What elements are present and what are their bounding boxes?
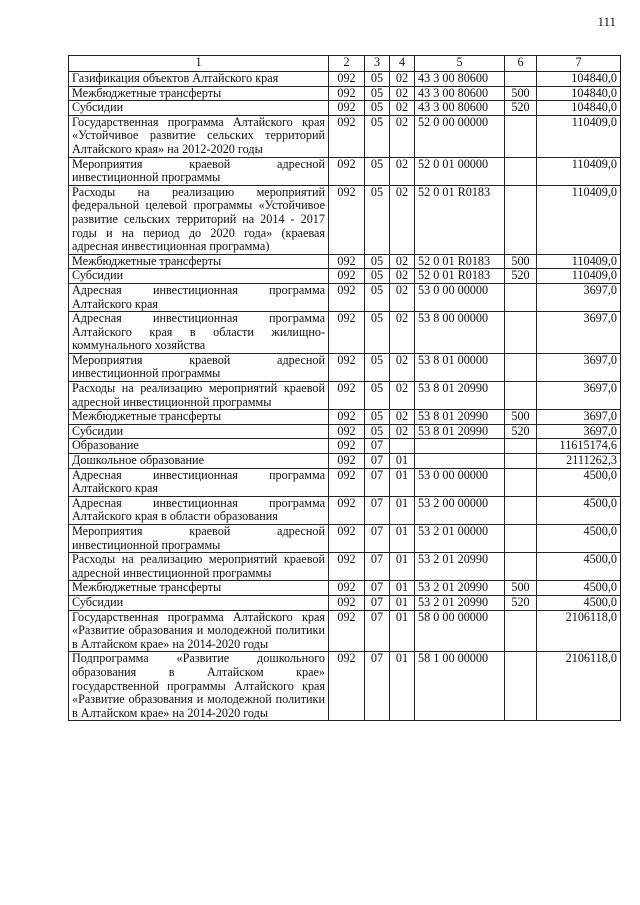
expense-type-code-cell xyxy=(505,157,537,185)
table-row xyxy=(69,86,621,101)
expense-type-code-cell xyxy=(505,468,537,496)
amount-cell: 2106118,0 xyxy=(537,610,621,652)
amount-cell: 110409,0 xyxy=(537,157,621,185)
subsection-code-cell: 01 xyxy=(390,454,415,469)
section-code-cell: 05 xyxy=(365,86,390,101)
section-code-cell: 05 xyxy=(365,312,390,354)
subsection-code-cell: 01 xyxy=(390,581,415,596)
table-row xyxy=(69,254,621,269)
ministry-code-cell: 092 xyxy=(329,468,365,496)
section-code-cell: 07 xyxy=(365,652,390,721)
amount-cell: 4500,0 xyxy=(537,496,621,524)
expense-type-code-cell: 520 xyxy=(505,595,537,610)
ministry-code-cell: 092 xyxy=(329,439,365,454)
target-article-code-cell: 53 8 01 00000 xyxy=(415,353,505,381)
expense-name-cell: Межбюджетные трансферты xyxy=(69,86,329,101)
target-article-code-cell: 52 0 01 R0183 xyxy=(415,185,505,254)
section-code-cell: 07 xyxy=(365,454,390,469)
section-code-cell: 07 xyxy=(365,610,390,652)
amount-cell: 3697,0 xyxy=(537,410,621,425)
target-article-code-cell: 58 0 00 00000 xyxy=(415,610,505,652)
subsection-code-cell: 02 xyxy=(390,424,415,439)
amount-cell: 110409,0 xyxy=(537,185,621,254)
ministry-code-cell: 092 xyxy=(329,312,365,354)
target-article-code-cell: 52 0 00 00000 xyxy=(415,115,505,157)
amount-cell: 104840,0 xyxy=(537,101,621,116)
target-article-code-cell: 53 8 00 00000 xyxy=(415,312,505,354)
table-row xyxy=(69,610,621,652)
section-code-cell: 05 xyxy=(365,269,390,284)
subsection-code-cell xyxy=(390,439,415,454)
expense-type-code-cell xyxy=(505,454,537,469)
section-code-cell: 05 xyxy=(365,254,390,269)
expense-type-code-cell xyxy=(505,283,537,311)
expense-name-cell: Государственная программа Алтайского края «Устойчивое развитие сельских территорий Алтайского края» на 2012-2020 годы xyxy=(69,115,329,157)
section-code-cell: 07 xyxy=(365,439,390,454)
target-article-code-cell: 43 3 00 80600 xyxy=(415,86,505,101)
table-row xyxy=(69,382,621,410)
expense-name-cell: Субсидии xyxy=(69,101,329,116)
section-code-cell: 05 xyxy=(365,101,390,116)
expense-type-code-cell: 500 xyxy=(505,581,537,596)
expense-name-cell: Расходы на реализацию мероприятий краевой адресной инвестиционной программы xyxy=(69,382,329,410)
section-code-cell: 07 xyxy=(365,496,390,524)
target-article-code-cell: 43 3 00 80600 xyxy=(415,72,505,87)
subsection-code-cell: 02 xyxy=(390,269,415,284)
section-code-cell: 05 xyxy=(365,424,390,439)
amount-cell: 4500,0 xyxy=(537,595,621,610)
section-code-cell: 07 xyxy=(365,581,390,596)
ministry-code-cell: 092 xyxy=(329,269,365,284)
subsection-code-cell: 02 xyxy=(390,353,415,381)
ministry-code-cell: 092 xyxy=(329,86,365,101)
target-article-code-cell: 53 2 01 20990 xyxy=(415,595,505,610)
target-article-code-cell: 52 0 01 R0183 xyxy=(415,269,505,284)
amount-cell: 4500,0 xyxy=(537,553,621,581)
table-row xyxy=(69,468,621,496)
table-row xyxy=(69,101,621,116)
target-article-code-cell: 53 2 01 00000 xyxy=(415,525,505,553)
expense-name-cell: Газификация объектов Алтайского края xyxy=(69,72,329,87)
expense-type-code-cell xyxy=(505,353,537,381)
expense-type-code-cell xyxy=(505,553,537,581)
section-code-cell: 05 xyxy=(365,72,390,87)
subsection-code-cell: 02 xyxy=(390,410,415,425)
amount-cell: 104840,0 xyxy=(537,86,621,101)
header-cell: 6 xyxy=(505,56,537,72)
subsection-code-cell: 02 xyxy=(390,157,415,185)
table-row xyxy=(69,652,621,721)
table-row xyxy=(69,157,621,185)
subsection-code-cell: 02 xyxy=(390,185,415,254)
table-row xyxy=(69,410,621,425)
section-code-cell: 05 xyxy=(365,115,390,157)
expense-name-cell: Субсидии xyxy=(69,269,329,284)
expense-name-cell: Субсидии xyxy=(69,424,329,439)
subsection-code-cell: 02 xyxy=(390,283,415,311)
table-row xyxy=(69,353,621,381)
amount-cell: 4500,0 xyxy=(537,525,621,553)
target-article-code-cell: 52 0 01 R0183 xyxy=(415,254,505,269)
expense-type-code-cell: 520 xyxy=(505,101,537,116)
section-code-cell: 05 xyxy=(365,157,390,185)
amount-cell: 2106118,0 xyxy=(537,652,621,721)
target-article-code-cell xyxy=(415,454,505,469)
subsection-code-cell: 01 xyxy=(390,652,415,721)
table-row xyxy=(69,581,621,596)
target-article-code-cell: 53 8 01 20990 xyxy=(415,424,505,439)
expense-name-cell: Мероприятия краевой адресной инвестиционной программы xyxy=(69,525,329,553)
header-cell: 5 xyxy=(415,56,505,72)
expense-type-code-cell: 520 xyxy=(505,424,537,439)
section-code-cell: 05 xyxy=(365,353,390,381)
subsection-code-cell: 02 xyxy=(390,86,415,101)
subsection-code-cell: 02 xyxy=(390,72,415,87)
header-cell: 4 xyxy=(390,56,415,72)
amount-cell: 110409,0 xyxy=(537,254,621,269)
expense-type-code-cell xyxy=(505,439,537,454)
budget-table xyxy=(68,55,621,721)
section-code-cell: 07 xyxy=(365,595,390,610)
expense-name-cell: Подпрограмма «Развитие дошкольного образования в Алтайском крае» государственной программы Алтайского края «Развитие образования и молодежной политики в Алтайском крае» на 2014-2020 годы xyxy=(69,652,329,721)
subsection-code-cell: 02 xyxy=(390,101,415,116)
expense-name-cell: Адресная инвестиционная программа Алтайского края в области жилищно-коммунального хозяйства xyxy=(69,312,329,354)
expense-type-code-cell xyxy=(505,525,537,553)
subsection-code-cell: 01 xyxy=(390,525,415,553)
expense-name-cell: Межбюджетные трансферты xyxy=(69,254,329,269)
ministry-code-cell: 092 xyxy=(329,581,365,596)
amount-cell: 104840,0 xyxy=(537,72,621,87)
amount-cell: 110409,0 xyxy=(537,115,621,157)
target-article-code-cell: 53 2 01 20990 xyxy=(415,553,505,581)
subsection-code-cell: 01 xyxy=(390,553,415,581)
target-article-code-cell: 43 3 00 80600 xyxy=(415,101,505,116)
section-code-cell: 05 xyxy=(365,283,390,311)
table-row xyxy=(69,312,621,354)
target-article-code-cell: 52 0 01 00000 xyxy=(415,157,505,185)
expense-type-code-cell: 520 xyxy=(505,269,537,284)
amount-cell: 110409,0 xyxy=(537,269,621,284)
expense-type-code-cell xyxy=(505,185,537,254)
expense-name-cell: Адресная инвестиционная программа Алтайского края в области образования xyxy=(69,496,329,524)
table-row xyxy=(69,454,621,469)
amount-cell: 3697,0 xyxy=(537,353,621,381)
subsection-code-cell: 02 xyxy=(390,254,415,269)
header-cell: 3 xyxy=(365,56,390,72)
table-row xyxy=(69,72,621,87)
amount-cell: 3697,0 xyxy=(537,283,621,311)
target-article-code-cell: 53 2 01 20990 xyxy=(415,581,505,596)
amount-cell: 4500,0 xyxy=(537,581,621,596)
page-number: 111 xyxy=(597,14,616,29)
subsection-code-cell: 02 xyxy=(390,312,415,354)
ministry-code-cell: 092 xyxy=(329,115,365,157)
ministry-code-cell: 092 xyxy=(329,525,365,553)
header-cell: 1 xyxy=(69,56,329,72)
amount-cell: 3697,0 xyxy=(537,312,621,354)
ministry-code-cell: 092 xyxy=(329,382,365,410)
ministry-code-cell: 092 xyxy=(329,254,365,269)
section-code-cell: 05 xyxy=(365,382,390,410)
header-cell: 7 xyxy=(537,56,621,72)
ministry-code-cell: 092 xyxy=(329,610,365,652)
table-row xyxy=(69,115,621,157)
amount-cell: 11615174,6 xyxy=(537,439,621,454)
expense-name-cell: Образование xyxy=(69,439,329,454)
table-row xyxy=(69,496,621,524)
expense-name-cell: Субсидии xyxy=(69,595,329,610)
expense-name-cell: Государственная программа Алтайского края «Развитие образования и молодежной политики в Алтайском крае» на 2014-2020 годы xyxy=(69,610,329,652)
expense-name-cell: Расходы на реализацию мероприятий федеральной целевой программы «Устойчивое развитие сельских территорий на 2014 - 2017 годы и на период до 2020 года» (краевая адресная инвестиционная программа) xyxy=(69,185,329,254)
target-article-code-cell: 53 0 00 00000 xyxy=(415,468,505,496)
expense-type-code-cell xyxy=(505,115,537,157)
table-row xyxy=(69,595,621,610)
target-article-code-cell: 58 1 00 00000 xyxy=(415,652,505,721)
expense-type-code-cell: 500 xyxy=(505,86,537,101)
expense-type-code-cell: 500 xyxy=(505,410,537,425)
target-article-code-cell xyxy=(415,439,505,454)
expense-name-cell: Межбюджетные трансферты xyxy=(69,410,329,425)
section-code-cell: 05 xyxy=(365,410,390,425)
amount-cell: 2111262,3 xyxy=(537,454,621,469)
table-row xyxy=(69,283,621,311)
header-row xyxy=(69,56,621,72)
subsection-code-cell: 01 xyxy=(390,595,415,610)
ministry-code-cell: 092 xyxy=(329,496,365,524)
subsection-code-cell: 01 xyxy=(390,496,415,524)
expense-name-cell: Адресная инвестиционная программа Алтайского края xyxy=(69,468,329,496)
section-code-cell: 07 xyxy=(365,553,390,581)
ministry-code-cell: 092 xyxy=(329,283,365,311)
table-row xyxy=(69,525,621,553)
section-code-cell: 07 xyxy=(365,468,390,496)
ministry-code-cell: 092 xyxy=(329,424,365,439)
header-cell: 2 xyxy=(329,56,365,72)
ministry-code-cell: 092 xyxy=(329,185,365,254)
amount-cell: 3697,0 xyxy=(537,424,621,439)
expense-type-code-cell xyxy=(505,652,537,721)
table-row xyxy=(69,553,621,581)
expense-name-cell: Мероприятия краевой адресной инвестиционной программы xyxy=(69,157,329,185)
expense-name-cell: Мероприятия краевой адресной инвестиционной программы xyxy=(69,353,329,381)
ministry-code-cell: 092 xyxy=(329,595,365,610)
ministry-code-cell: 092 xyxy=(329,553,365,581)
section-code-cell: 05 xyxy=(365,185,390,254)
target-article-code-cell: 53 8 01 20990 xyxy=(415,410,505,425)
table-row xyxy=(69,439,621,454)
ministry-code-cell: 092 xyxy=(329,101,365,116)
target-article-code-cell: 53 8 01 20990 xyxy=(415,382,505,410)
expense-name-cell: Адресная инвестиционная программа Алтайского края xyxy=(69,283,329,311)
expense-name-cell: Расходы на реализацию мероприятий краевой адресной инвестиционной программы xyxy=(69,553,329,581)
expense-type-code-cell xyxy=(505,610,537,652)
ministry-code-cell: 092 xyxy=(329,72,365,87)
expense-type-code-cell xyxy=(505,72,537,87)
subsection-code-cell: 02 xyxy=(390,115,415,157)
ministry-code-cell: 092 xyxy=(329,652,365,721)
section-code-cell: 07 xyxy=(365,525,390,553)
table-row xyxy=(69,185,621,254)
expense-type-code-cell xyxy=(505,496,537,524)
table-row xyxy=(69,424,621,439)
target-article-code-cell: 53 2 00 00000 xyxy=(415,496,505,524)
amount-cell: 4500,0 xyxy=(537,468,621,496)
ministry-code-cell: 092 xyxy=(329,353,365,381)
amount-cell: 3697,0 xyxy=(537,382,621,410)
subsection-code-cell: 02 xyxy=(390,382,415,410)
subsection-code-cell: 01 xyxy=(390,468,415,496)
ministry-code-cell: 092 xyxy=(329,157,365,185)
ministry-code-cell: 092 xyxy=(329,454,365,469)
expense-type-code-cell xyxy=(505,312,537,354)
expense-name-cell: Дошкольное образование xyxy=(69,454,329,469)
ministry-code-cell: 092 xyxy=(329,410,365,425)
target-article-code-cell: 53 0 00 00000 xyxy=(415,283,505,311)
expense-name-cell: Межбюджетные трансферты xyxy=(69,581,329,596)
expense-type-code-cell: 500 xyxy=(505,254,537,269)
subsection-code-cell: 01 xyxy=(390,610,415,652)
table-row xyxy=(69,269,621,284)
expense-type-code-cell xyxy=(505,382,537,410)
